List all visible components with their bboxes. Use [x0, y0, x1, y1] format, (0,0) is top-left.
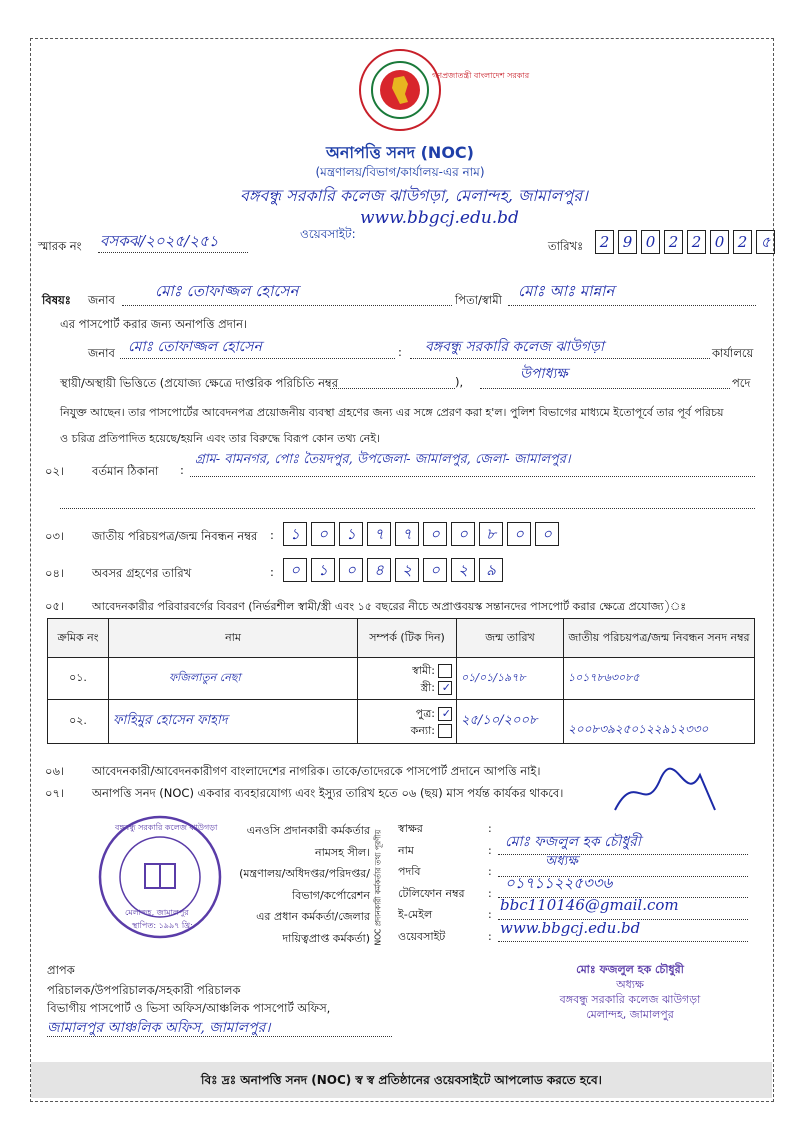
memo-number: বসকঝ/২০২৫/২৫১ [100, 232, 219, 250]
perm-text: স্থায়ী/অস্থায়ী ভিত্তিতে (প্রযোজ্য ক্ষেত্রে দাপ্তরিক পরিচিতি নম্বর [60, 376, 339, 390]
digit-box: ৪ [367, 558, 391, 582]
government-emblem [358, 48, 442, 132]
vertical-label: NOC প্রদানকারী কর্মকর্তার তথ্য পূরণীয় [373, 829, 383, 946]
digit-box: 2 [595, 230, 614, 254]
body-name: মোঃ তোফাজ্জল হোসেন [128, 339, 262, 355]
subject-label: বিষয়ঃ [42, 293, 71, 307]
table-row: ০২. ফাহিমুর হোসেন ফাহাদ পুত্র: ✓ কন্যা: ২৫/১০/২০০৮ ২০০৮৩৯২৫০১২২৯১২৩৩০ [48, 700, 755, 744]
digit-box: ০ [423, 558, 447, 582]
digit-box: ১ [283, 522, 307, 546]
checkbox-daughter[interactable] [438, 724, 452, 738]
seal-line2: মেলান্দহ, জামালপুর [125, 908, 189, 917]
digit-box: 0 [641, 230, 660, 254]
subject-mr: জনাব [88, 293, 115, 307]
date-label: তারিখঃ [548, 239, 584, 253]
checkbox-husband[interactable] [438, 664, 452, 678]
website-handwritten: www.bbgcj.edu.bd [360, 208, 519, 228]
document-subtitle: (মন্ত্রণালয়/বিভাগ/কার্যালয়-এর নাম) [315, 165, 485, 179]
officer-post: অধ্যক্ষ [545, 854, 578, 869]
checkbox-wife[interactable]: ✓ [438, 681, 452, 695]
family-label: আবেদনকারীর পরিবারবর্গের বিবরণ (নির্ভরশীল স্বামী/স্ত্রী এবং ১৫ বছরের নীচে অপ্রাপ্তবয়স্ক সন্তানদের পাসপোর্ট করার ক্ষেত্রে প্রযোজ্য)ঃ [92, 600, 687, 613]
date-boxes [595, 230, 779, 254]
digit-box: ০ [283, 558, 307, 582]
recipient-label: প্রাপক [47, 963, 75, 977]
digit-box: 2 [687, 230, 706, 254]
digit-box: ৭ [367, 522, 391, 546]
digit-box: ১ [339, 522, 363, 546]
nid-label: জাতীয় পরিচয়পত্র/জন্ম নিবন্ধন নম্বর [92, 529, 258, 543]
subject-name: মোঃ তোফাজ্জল হোসেন [155, 282, 299, 300]
digit-box: ০ [535, 522, 559, 546]
digit-box: 2 [664, 230, 683, 254]
family-table [47, 618, 755, 744]
footer-note: বিঃ দ্রঃ অনাপত্তি সনদ (NOC) স্ব স্ব প্রতিষ্ঠানের ওয়েবসাইটে আপলোড করতে হবে। [31, 1062, 772, 1098]
note-06: আবেদনকারী/আবেদনকারীগণ বাংলাদেশের নাগরিক। তাকে/তাদেরকে পাসপোর্ট প্রদানে আপত্তি নাই। [92, 764, 541, 778]
nid-boxes [283, 522, 563, 546]
recipient-line1: পরিচালক/উপপরিচালক/সহকারী পরিচালক [47, 983, 241, 997]
digit-box: ০ [339, 558, 363, 582]
digit-box: ৭ [395, 522, 419, 546]
digit-box: ০ [423, 522, 447, 546]
father-name: মোঃ আঃ মান্নান [518, 282, 615, 300]
officer-website: www.bbgcj.edu.bd [500, 919, 641, 937]
digit-box: ১ [311, 558, 335, 582]
digit-box: ৯ [479, 558, 503, 582]
body-post: উপাধ্যক্ষ [520, 366, 568, 382]
digit-box: ৮ [479, 522, 503, 546]
retire-label: অবসর গ্রহণের তারিখ [92, 566, 192, 580]
principal-stamp: মোঃ ফজলুল হক চৌধুরী অধ্যক্ষ বঙ্গবন্ধু সরকারি কলেজ ঝাউগড়া মেলান্দহ, জামালপুর [559, 963, 701, 1021]
document-title: অনাপত্তি সনদ (NOC) [326, 143, 474, 162]
digit-box: 0 [710, 230, 729, 254]
office-name-handwritten: বঙ্গবন্ধু সরকারি কলেজ ঝাউগড়া, মেলান্দহ, জামালপুর। [240, 186, 588, 205]
body-office: বঙ্গবন্ধু সরকারি কলেজ ঝাউগড়া [425, 339, 604, 355]
recipient-line2: বিভাগীয় পাসপোর্ট ও ভিসা অফিস/আঞ্চলিক পাসপোর্ট অফিস, [47, 1001, 331, 1015]
checkbox-son[interactable]: ✓ [438, 707, 452, 721]
memo-label: স্মারক নং [38, 239, 82, 253]
digit-box: ২ [395, 558, 419, 582]
note-07: অনাপত্তি সনদ (NOC) একবার ব্যবহারযোগ্য এবং ইস্যুর তারিখ হতে ০৬ (ছয়) মাস পর্যন্ত কার্যকর থাকবে। [92, 786, 564, 800]
address-handwritten: গ্রাম- বামনগর, পোঃ তৈয়দপুর, উপজেলা- জামালপুর, জেলা- জামালপুর। [195, 452, 571, 467]
office-suffix: কার্যালয়ে [712, 346, 754, 360]
digit-box: 9 [618, 230, 637, 254]
digit-box: ২ [451, 558, 475, 582]
officer-phone: ০১৭১১২২৫৩৩৬ [505, 874, 613, 892]
website-label: ওয়েবসাইট: [300, 227, 356, 241]
digit-box: ৫ [756, 230, 775, 254]
digit-box: 2 [733, 230, 752, 254]
digit-box: ০ [451, 522, 475, 546]
digit-box: ০ [311, 522, 335, 546]
recipient-line3: জামালপুর আঞ্চলিক অফিস, জামালপুর। [47, 1020, 271, 1036]
table-row: ০১. ফজিলাতুন নেছা স্বামী: স্ত্রী: ✓ ০১/০১/১৯৭৮ ১০১৭৮৬৩০৮৫ [48, 658, 755, 700]
digit-box: ০ [507, 522, 531, 546]
father-label: পিতা/স্বামী [455, 293, 502, 307]
para1: নিযুক্ত আছেন। তার পাসপোর্টের আবেদনপত্র প্রয়োজনীয় ব্যবস্থা গ্রহণের জন্য এর সঙ্গে প্রেরণ করা হ'ল। পুলিশ বিভাগের মাধ্যমে ইতোপূর্বে তার পূর্ব পরিচয় [60, 406, 724, 419]
subject-line2: এর পাসপোর্ট করার জন্য অনাপত্তি প্রদান। [60, 317, 248, 331]
signature-mark [605, 760, 735, 820]
body-mr: জনাব [88, 346, 115, 360]
seal-line3: স্থাপিত: ১৯৯৭ খ্রি: [132, 921, 193, 930]
address-label: বর্তমান ঠিকানা [92, 464, 159, 478]
officer-name: মোঃ ফজলুল হক চৌধুরী [505, 834, 641, 850]
retire-boxes [283, 558, 507, 582]
officer-field-labels: স্বাক্ষর নাম পদবি টেলিফোন নম্বর ই-মেইল ওয়েবসাইট [398, 822, 465, 943]
emblem-text: গণপ্রজাতন্ত্রী বাংলাদেশ সরকার [432, 71, 530, 80]
table-header: ক্রমিক নং নাম সম্পর্ক (টিক দিন) জন্ম তারিখ জাতীয় পরিচয়পত্র/জন্ম নিবন্ধন সনদ নম্বর [48, 619, 755, 658]
officer-email: bbc110146@gmail.com [500, 896, 679, 914]
seal-line1: বঙ্গবন্ধু সরকারি কলেজ ঝাউগড়া [115, 823, 218, 832]
para2: ও চরিত্র প্রতিপাদিত হয়েছে/হয়নি এবং তার বিরুদ্ধে বিরূপ কোন তথ্য নেই। [60, 432, 380, 445]
officer-description: এনওসি প্রদানকারী কর্মকর্তার নামসহ সীল। (মন্ত্রণালয়/অধিদপ্তর/পরিদপ্তর/ বিভাগ/কর্পোরেশন এর প্রধান কর্মকর্তা/জেলার দায়িত্বপ্রাপ্ত কর্মকর্তা) [239, 824, 370, 945]
